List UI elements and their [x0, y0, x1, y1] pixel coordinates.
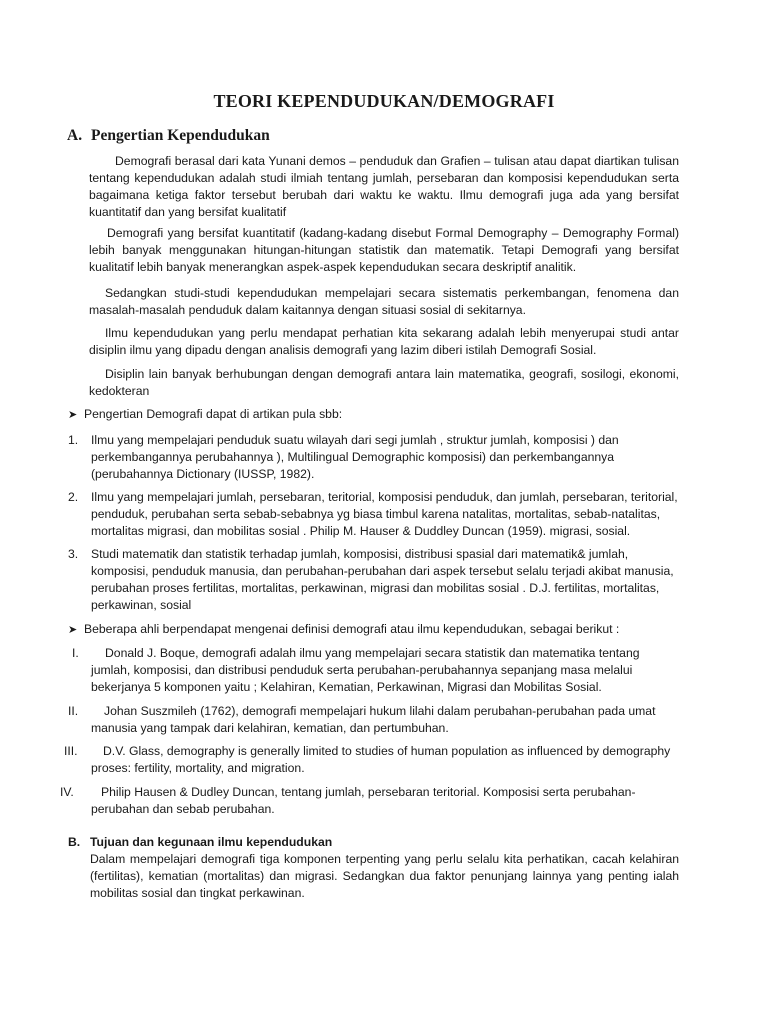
item-marker: 2.: [68, 490, 79, 504]
item-text: Johan Suszmileh (1762), demografi mempelajari hukum lilahi dalam perubahan-perubahan pada umat manusia yang tampak dari kelahiran, kematian, dan pertumbuhan.: [91, 704, 656, 735]
item-marker: II.: [68, 704, 79, 718]
bullet-experts-text: Beberapa ahli berpendapat mengenai definisi demografi atau ilmu kependudukan, sebagai berikut :: [84, 622, 620, 636]
bullet-experts: [68, 621, 688, 639]
item-marker: 3.: [68, 547, 79, 561]
arrow-bullet-icon: ➤: [68, 409, 78, 421]
item-text: Donald J. Boque, demografi adalah ilmu yang mempelajari secara statistik dan matematika tentang jumlah, komposisi, dan distribusi penduduk serta perubahan-perubahannya sepanjang masa melalui bekerjanya 5 komponen yaitu ; Kelahiran, Kematian, Perkawinan, Migrasi dan Mobilitas Sosial.: [91, 646, 640, 694]
paragraph-5: Disiplin lain banyak berhubungan dengan demografi antara lain matematika, geografi, sosilogi, ekonomi, kedokteran: [89, 367, 679, 398]
item-text: D.V. Glass, demography is generally limited to studies of human population as influenced by demography proses: fertility, mortality, and migration.: [91, 744, 671, 775]
document-title: TEORI KEPENDUDUKAN/DEMOGRAFI: [213, 91, 555, 111]
section-b-body: Dalam mempelajari demografi tiga komponen terpenting yang perlu selalu kita perhatikan, cacah kelahiran (fertilitas), kematian (mortalitas) dan migrasi. Sedangkan dua faktor penunjang lainnya yang penting ialah mobilitas sosial dan tingkat perkawinan.: [90, 852, 679, 900]
item-marker: 1.: [68, 433, 79, 447]
section-b-number: B.: [68, 835, 81, 849]
paragraph-4: Ilmu kependudukan yang perlu mendapat perhatian kita sekarang adalah lebih menyerupai studi antar disiplin ilmu yang dipadu dengan analisis demografi yang lazim diberi istilah Demografi Sosial.: [89, 326, 679, 357]
bullet-definitions-text: Pengertian Demografi dapat di artikan pula sbb:: [84, 407, 343, 421]
item-text: Studi matematik dan statistik terhadap jumlah, komposisi, distribusi spasial dari matematik& jumlah, komposisi, penduduk manusia, dan perubahan-perubahan dari aspek tersebut selalu terjadi akibat manusia, perubahan proses fertilitas, mortalitas, perkawinan, migrasi dan mobilitas sosial . D.J. fertilitas, mortalitas, perkawinan, sosial: [91, 547, 674, 612]
item-text: Philip Hausen & Dudley Duncan, tentang jumlah, persebaran teritorial. Komposisi serta perubahan-perubahan dan sebab perubahan.: [91, 785, 636, 816]
item-text: Ilmu yang mempelajari penduduk suatu wilayah dari segi jumlah , struktur jumlah, komposisi ) dan perkembangannya perubahannya ), Multilingual Demographic komposisi) dan perkembangannya (perubahannya Dictionary (IUSSP, 1982).: [91, 433, 619, 481]
item-text: Ilmu yang mempelajari jumlah, persebaran, teritorial, komposisi penduduk, dan jumlah, persebaran, teritorial, penduduk, perubahan serta sebab-sebabnya yg biasa timbul karena natalitas, mortalitas, sebab-natalitas, mortalitas migrasi, dan mobilitas sosial . Philip M. Hauser & Duddley Duncan (1959). migrasi, sosial.: [91, 490, 678, 538]
section-a-heading: [67, 127, 270, 144]
paragraph-2: Demografi yang bersifat kuantitatif (kadang-kadang disebut Formal Demography – Demography Formal) lebih banyak menggunakan hitungan-hitungan statistik dan matematik. Tetapi Demografi yang bersifat kualitatif lebih banyak menerangkan aspek-aspek kependudukan secara deskriptif analitik.: [89, 226, 679, 274]
section-a-number: A.: [67, 127, 83, 144]
section-b-heading: [68, 834, 332, 851]
item-marker: III.: [64, 744, 78, 758]
section-b-title: Tujuan dan kegunaan ilmu kependudukan: [90, 835, 333, 849]
item-marker: IV.: [60, 785, 74, 799]
paragraph-1: Demografi berasal dari kata Yunani demos – penduduk dan Grafien – tulisan atau dapat diartikan tulisan tentang kependudukan adalah studi ilmiah tentang jumlah, persebaran dan komposisi kependudukan serta bagaimana ketiga faktor tersebut berubah dari waktu ke waktu. Ilmu demografi juga ada yang bersifat kuantitatif dan yang bersifat kualitatif: [89, 154, 679, 219]
section-a-title: Pengertian Kependudukan: [91, 127, 270, 144]
arrow-bullet-icon: ➤: [68, 624, 78, 636]
paragraph-3: Sedangkan studi-studi kependudukan mempelajari secara sistematis perkembangan, fenomena dan masalah-masalah penduduk dalam kaitannya dengan situasi sosial di sekitarnya.: [89, 286, 679, 317]
bullet-definitions: [68, 406, 688, 424]
item-marker: I.: [72, 646, 79, 660]
